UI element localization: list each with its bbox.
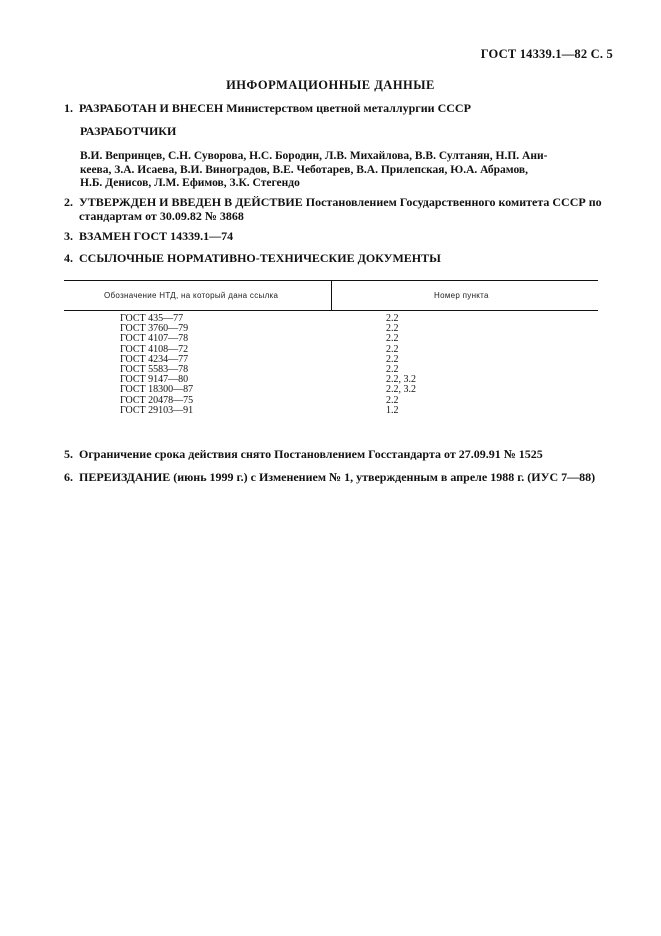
page-header: ГОСТ 14339.1—82 С. 5 [480,47,613,61]
page-title: ИНФОРМАЦИОННЫЕ ДАННЫЕ [226,78,435,92]
table-cell-item: 2.2 [386,363,399,375]
table-cell-item: 2.2 [386,313,399,324]
table-column-divider [331,280,332,310]
section-text: РАЗРАБОТАН И ВНЕСЕН Министерством цветной металлургии СССР [79,101,471,115]
table-cell-document: ГОСТ 18300—87 [120,384,194,396]
table-header-rule [64,310,598,311]
section-number: 2. [64,195,73,209]
section-text: ССЫЛОЧНЫЕ НОРМАТИВНО-ТЕХНИЧЕСКИЕ ДОКУМЕНТЫ [79,251,441,265]
table-cell-item: 2.2, 3.2 [386,384,416,396]
section-number: 1. [64,101,73,115]
table-header-document: Обозначение НТД, на который дана ссылка [104,291,279,300]
table-row [64,385,598,395]
section-text-continued: стандартам от 30.09.82 № 3868 [79,209,244,223]
authors-list [80,150,600,191]
table-row [64,406,598,416]
table-cell-document: ГОСТ 29103—91 [120,404,194,416]
table-cell-item: 2.2 [386,333,399,345]
section-2 [64,195,604,223]
section-text: ВЗАМЕН ГОСТ 14339.1—74 [79,229,234,243]
section-text: УТВЕРЖДЕН И ВВЕДЕН В ДЕЙСТВИЕ Постановлением Государственного комитета СССР по [79,195,602,209]
table-cell-document: ГОСТ 20478—75 [120,394,194,406]
table-cell-document: ГОСТ 4107—78 [120,333,189,345]
developers-label: РАЗРАБОТЧИКИ [80,124,177,138]
table-cell-item: 2.2 [386,323,399,335]
table-cell-document: ГОСТ 5583—78 [120,363,189,375]
table-cell-item: 2.2 [386,343,399,355]
authors-line: Н.Б. Денисов, Л.М. Ефимов, З.К. Стегендо [80,177,300,189]
section-text: Ограничение срока действия снято Постановлением Госстандарта от 27.09.91 № 1525 [79,447,543,461]
section-number: 6. [64,470,73,484]
section-number: 3. [64,229,73,243]
table-cell-document: ГОСТ 9147—80 [120,374,189,386]
section-number: 4. [64,251,73,265]
section-1 [64,101,604,115]
section-3 [64,229,604,243]
section-number: 5. [64,447,73,461]
table-cell-document: ГОСТ 3760—79 [120,323,189,335]
table-body [64,314,598,416]
table-cell-document: ГОСТ 435—77 [120,313,184,324]
section-6 [64,470,604,484]
table-cell-document: ГОСТ 4234—77 [120,353,189,365]
table-cell-item: 2.2 [386,353,399,365]
section-5 [64,447,604,461]
table-header-item: Номер пункта [434,291,489,300]
authors-line: В.И. Вепринцев, С.Н. Суворова, Н.С. Бородин, Л.В. Михайлова, В.В. Султанян, Н.П. Ани- [80,150,548,162]
table-cell-item: 2.2 [386,394,399,406]
section-text: ПЕРЕИЗДАНИЕ (июнь 1999 г.) с Изменением № 1, утвержденным в апреле 1988 г. (ИУС 7—88) [79,470,596,484]
authors-line: кеева, З.А. Исаева, В.И. Виноградов, В.Е. Чеботарев, В.А. Прилепская, Ю.А. Абрамов, [80,163,528,176]
table-cell-item: 1.2 [386,404,399,416]
table-cell-document: ГОСТ 4108—72 [120,343,189,355]
section-4 [64,251,604,265]
table-cell-item: 2.2, 3.2 [386,374,416,386]
